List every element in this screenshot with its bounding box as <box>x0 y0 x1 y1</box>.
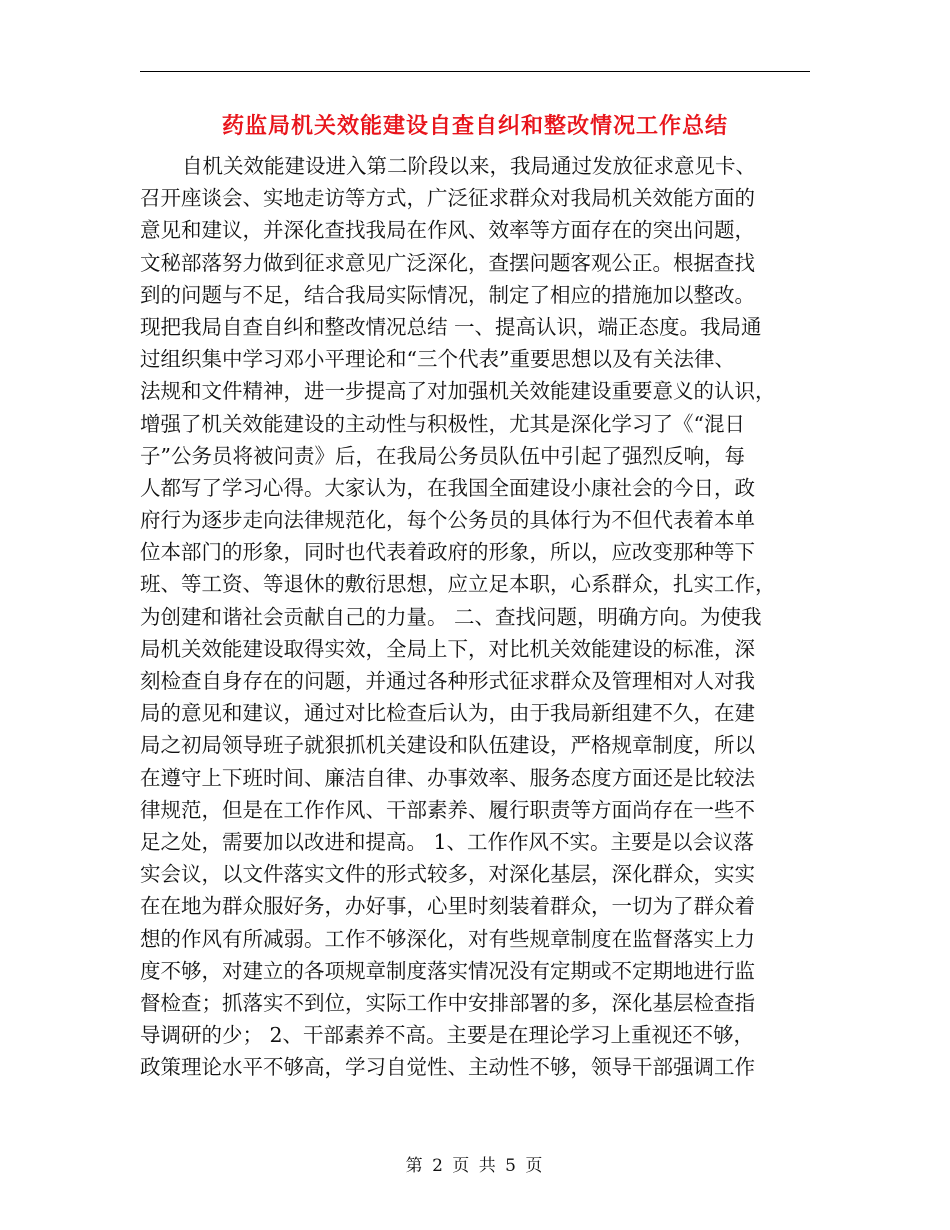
body-line: 人都写了学习心得。大家认为，在我国全面建设小康社会的今日，政 <box>140 475 755 500</box>
body-line: 政策理论水平不够高，学习自觉性、主动性不够，领导干部强调工作 <box>140 1055 755 1080</box>
body-line: 律规范，但是在工作作风、干部素养、履行职责等方面尚存在一些不 <box>140 797 755 822</box>
body-line: 足之处，需要加以改进和提高。 1、工作作风不实。主要是以会议落 <box>140 829 755 854</box>
body-line: 法规和文件精神，进一步提高了对加强机关效能建设重要意义的认识， <box>140 379 776 404</box>
body-line: 文秘部落努力做到征求意见广泛深化，查摆问题客观公正。根据查找 <box>140 250 755 275</box>
body-line: 想的作风有所减弱。工作不够深化，对有些规章制度在监督落实上力 <box>140 926 755 951</box>
body-line: 度不够，对建立的各项规章制度落实情况没有定期或不定期地进行监 <box>140 958 755 983</box>
body-line: 督检查；抓落实不到位，实际工作中安排部署的多，深化基层检查指 <box>140 990 755 1015</box>
body-line: 局的意见和建议，通过对比检查后认为，由于我局新组建不久，在建 <box>140 701 755 726</box>
body-line: 班、等工资、等退休的敷衍思想，应立足本职，心系群众，扎实工作， <box>140 572 776 597</box>
body-line: 位本部门的形象，同时也代表着政府的形象，所以，应改变那种等下 <box>140 540 755 565</box>
document-title: 药监局机关效能建设自查自纠和整改情况工作总结 <box>221 113 728 139</box>
body-line: 过组织集中学习邓小平理论和“三个代表”重要思想以及有关法律、 <box>140 347 735 372</box>
body-line: 到的问题与不足，结合我局实际情况，制定了相应的措施加以整改。 <box>140 282 755 307</box>
body-line: 增强了机关效能建设的主动性与积极性，尤其是深化学习了《“混日 <box>140 411 745 436</box>
body-line: 为创建和谐社会贡献自己的力量。 二、查找问题，明确方向。为使我 <box>140 604 762 629</box>
body-line: 现把我局自查自纠和整改情况总结 一、提高认识，端正态度。我局通 <box>140 314 762 339</box>
body-line: 局机关效能建设取得实效，全局上下，对比机关效能建设的标准，深 <box>140 636 755 661</box>
body-line: 局之初局领导班子就狠抓机关建设和队伍建设，严格规章制度，所以 <box>140 733 755 758</box>
body-line: 在遵守上下班时间、廉洁自律、办事效率、服务态度方面还是比较法 <box>140 765 755 790</box>
body-line: 子”公务员将被问责》后，在我局公务员队伍中引起了强烈反响，每 <box>140 443 745 468</box>
header-rule <box>140 71 810 72</box>
body-line: 在在地为群众服好务，办好事，心里时刻装着群众，一切为了群众着 <box>140 894 755 919</box>
body-line: 府行为逐步走向法律规范化，每个公务员的具体行为不但代表着本单 <box>140 508 755 533</box>
body-line: 导调研的少； 2、干部素养不高。主要是在理论学习上重视还不够， <box>140 1023 755 1048</box>
body-line: 自机关效能建设进入第二阶段以来，我局通过发放征求意见卡、 <box>182 154 756 178</box>
body-line: 实会议，以文件落实文件的形式较多，对深化基层，深化群众，实实 <box>140 862 755 887</box>
document-body <box>140 150 810 1083</box>
body-line: 刻检查自身存在的问题，并通过各种形式征求群众及管理相对人对我 <box>140 669 755 693</box>
body-line: 意见和建议，并深化查找我局在作风、效率等方面存在的突出问题， <box>140 218 755 243</box>
body-line: 召开座谈会、实地走访等方式，广泛征求群众对我局机关效能方面的 <box>140 186 755 211</box>
page-footer: 第 2 页 共 5 页 <box>405 1156 545 1176</box>
